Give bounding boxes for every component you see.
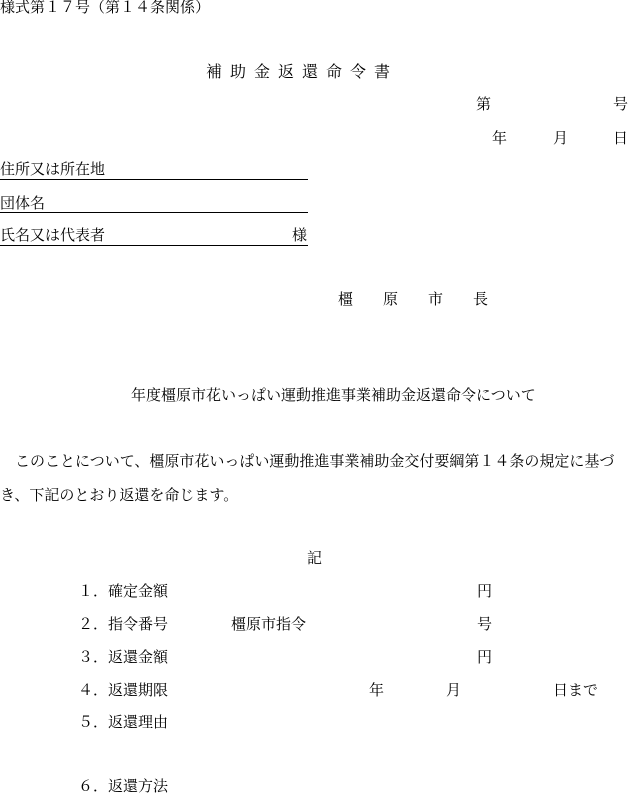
org-label: 団体名 [0,194,46,212]
date-year: 年 [492,129,508,147]
item-prefix: 橿原市指令 [231,615,307,633]
honorific: 様 [292,226,308,244]
body-line-2: き、下記のとおり返還を命じます。 [0,486,239,504]
item-label: ２．指令番号 [78,615,169,633]
name-label: 氏名又は代表者 [0,226,106,244]
document-title: 補助金返還命令書 [206,62,399,81]
body-line-1: このことについて、橿原市花いっぱい運動推進事業補助金交付要綱第１４条の規定に基づ [15,452,615,470]
item-unit: 円 [477,648,493,666]
subject: 年度橿原市花いっぱい運動推進事業補助金返還命令について [131,386,536,404]
address-label: 住所又は所在地 [0,160,106,178]
item-unit: 円 [477,582,493,600]
date-month: 月 [553,129,569,147]
item-month: 月 [446,681,462,699]
ki-heading: 記 [307,549,323,567]
item-until: 日まで [553,681,599,699]
form-number: 様式第１７号（第１４条関係） [0,0,211,16]
date-day: 日 [613,129,629,147]
item-label: ６．返還方法 [78,777,169,795]
item-label: ３．返還金額 [78,648,169,666]
item-label: ５．返還理由 [78,713,169,731]
address-underline [0,179,308,180]
issuer: 橿原市長 [338,290,519,308]
item-year: 年 [369,681,385,699]
item-label: ４．返還期限 [78,681,169,699]
item-label: １．確定金額 [78,582,169,600]
name-underline [0,245,308,246]
item-unit: 号 [477,615,493,633]
doc-number-suffix: 号 [613,95,629,113]
doc-number-prefix: 第 [476,95,492,113]
org-underline [0,212,308,213]
